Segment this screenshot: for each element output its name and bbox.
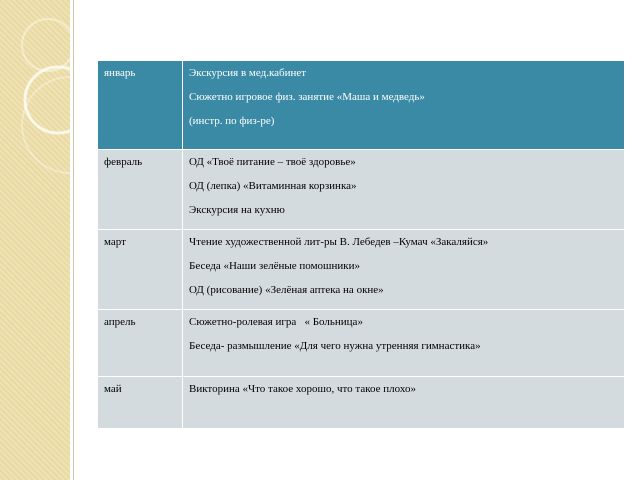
table-row — [98, 377, 625, 429]
month-cell: апрель — [98, 310, 183, 377]
activity-line: Беседа «Наши зелёные помошники» — [189, 260, 361, 272]
decorative-circles — [0, 0, 70, 480]
schedule-table — [97, 60, 625, 429]
month-cell: май — [98, 377, 183, 429]
month-cell: январь — [98, 61, 183, 150]
side-divider-line — [73, 0, 74, 480]
activity-line: ОД (рисование) «Зелёная аптека на окне» — [189, 284, 384, 296]
table-row — [98, 310, 625, 377]
table-row — [98, 150, 625, 230]
activities-cell — [183, 61, 625, 150]
activity-line: Экскурсия на кухню — [189, 204, 285, 216]
activity-line: Сюжетно игровое физ. занятие «Маша и медведь» — [189, 91, 425, 103]
decorative-side-band — [0, 0, 70, 480]
activity-line: Беседа- размышление «Для чего нужна утренняя гимнастика» — [189, 340, 481, 352]
activity-line: Сюжетно-ролевая игра « Больница» — [189, 316, 363, 328]
activities-cell — [183, 310, 625, 377]
month-cell: март — [98, 230, 183, 310]
activity-line: ОД «Твоё питание – твоё здоровье» — [189, 156, 356, 168]
activities-cell — [183, 230, 625, 310]
activities-cell — [183, 377, 625, 429]
activity-line: Чтение художественной лит-ры В. Лебедев –Кумач «Закаляйся» — [189, 236, 489, 248]
activity-line: Викторина «Что такое хорошо, что такое плохо» — [189, 383, 416, 395]
activity-line: Экскурсия в мед.кабинет — [189, 67, 307, 79]
activity-line: ОД (лепка) «Витаминная корзинка» — [189, 180, 357, 192]
activity-line: (инстр. по физ-ре) — [189, 115, 275, 127]
table-row — [98, 230, 625, 310]
table-row — [98, 61, 625, 150]
activities-cell — [183, 150, 625, 230]
month-cell: февраль — [98, 150, 183, 230]
